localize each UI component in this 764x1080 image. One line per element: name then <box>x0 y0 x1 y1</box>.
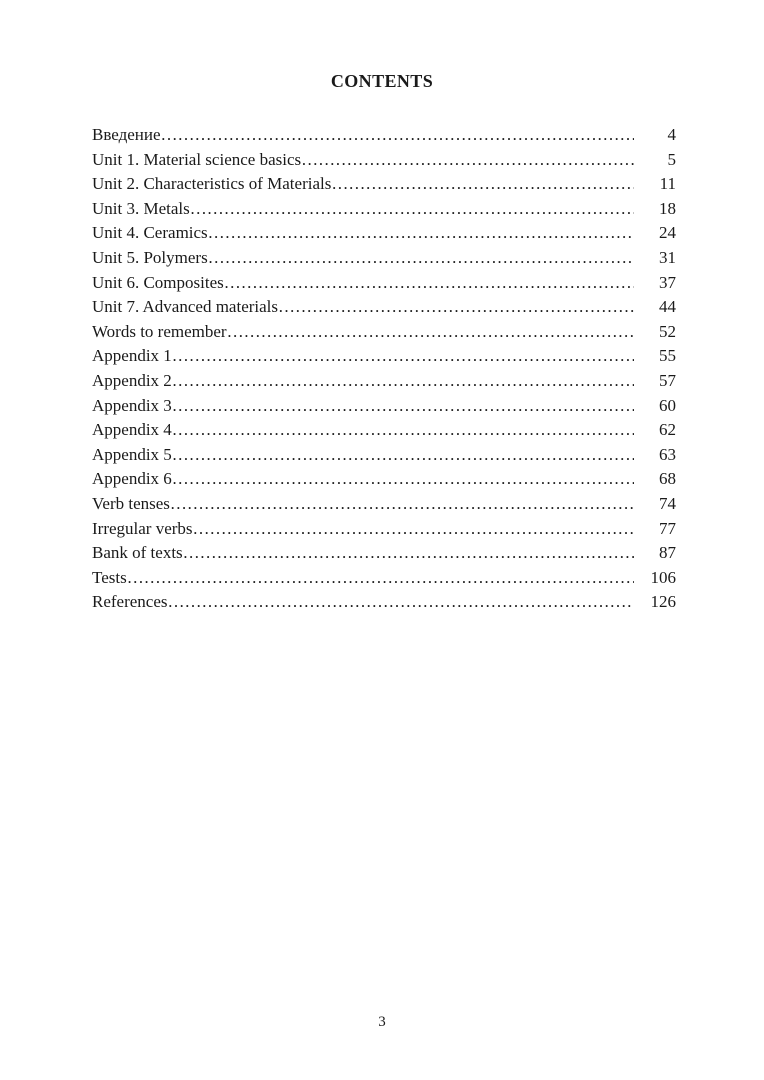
toc-row <box>92 369 676 394</box>
toc-row <box>92 492 676 517</box>
toc-entry-page: 126 <box>650 592 676 612</box>
toc-entry-title: Appendix 1 <box>92 346 172 366</box>
toc-row <box>92 295 676 320</box>
dot-leader <box>331 172 634 197</box>
toc-row <box>92 123 676 148</box>
toc-entry-title: Irregular verbs <box>92 518 193 538</box>
toc-entry-title: Unit 2. Characteristics of Materials <box>92 174 332 194</box>
toc-entry-title: Unit 5. Polymers <box>92 247 208 267</box>
toc-row <box>92 344 676 369</box>
dot-leader <box>168 590 634 615</box>
toc-row <box>92 418 676 443</box>
toc-entry-title: Verb tenses <box>92 493 170 513</box>
toc-entry-title: Unit 1. Material science basics <box>92 149 302 169</box>
toc-entry-page: 55 <box>659 346 676 366</box>
dot-leader <box>190 197 634 222</box>
dot-leader <box>172 369 634 394</box>
toc-row <box>92 566 676 591</box>
toc-entry-page: 44 <box>659 297 676 317</box>
toc-entry-page: 24 <box>659 223 676 243</box>
toc-entry-page: 74 <box>659 493 676 513</box>
toc-entry-page: 37 <box>659 272 676 292</box>
toc-row <box>92 517 676 542</box>
dot-leader <box>227 320 634 345</box>
toc-entry-title: Appendix 6 <box>92 469 172 489</box>
dot-leader <box>193 517 634 542</box>
dot-leader <box>208 246 634 271</box>
dot-leader <box>161 123 634 148</box>
dot-leader <box>172 418 634 443</box>
toc-entry-page: 31 <box>659 247 676 267</box>
toc-entry-title: Unit 4. Ceramics <box>92 223 208 243</box>
toc-row <box>92 246 676 271</box>
dot-leader <box>172 344 634 369</box>
dot-leader <box>301 148 634 173</box>
toc-entry-page: 57 <box>659 370 676 390</box>
toc-entry-title: Unit 6. Composites <box>92 272 224 292</box>
toc-row <box>92 221 676 246</box>
toc-entry-title: References <box>92 592 168 612</box>
toc-row <box>92 320 676 345</box>
toc-entry-page: 68 <box>659 469 676 489</box>
dot-leader <box>224 271 634 296</box>
toc-row <box>92 271 676 296</box>
toc-row <box>92 467 676 492</box>
toc-entry-page: 60 <box>659 395 676 415</box>
toc-entry-page: 87 <box>659 543 676 563</box>
toc-entry-title: Appendix 5 <box>92 444 172 464</box>
page-title: CONTENTS <box>330 71 434 91</box>
toc-entry-page: 18 <box>659 198 676 218</box>
toc-entry-page: 62 <box>659 420 676 440</box>
footer-page-number: 3 <box>378 1014 386 1030</box>
toc-entry-title: Bank of texts <box>92 543 183 563</box>
toc-row <box>92 541 676 566</box>
toc-entry-page: 11 <box>659 174 676 194</box>
dot-leader <box>127 566 634 591</box>
dot-leader <box>170 492 634 517</box>
toc-entry-page: 77 <box>659 518 676 538</box>
dot-leader <box>208 221 634 246</box>
toc-entry-title: Unit 7. Advanced materials <box>92 297 279 317</box>
toc-entry-page: 106 <box>650 567 676 587</box>
dot-leader <box>278 295 634 320</box>
toc-entry-title: Tests <box>92 567 127 587</box>
toc-row <box>92 443 676 468</box>
toc-entry-page: 4 <box>667 125 676 144</box>
toc-entry-title: Введение <box>92 125 161 144</box>
dot-leader <box>172 467 634 492</box>
toc-entry-title: Words to remember <box>92 321 227 341</box>
toc-entry-page: 5 <box>667 149 676 169</box>
toc-entry-title: Appendix 2 <box>92 370 172 390</box>
toc-row <box>92 148 676 173</box>
toc-entry-title: Appendix 4 <box>92 420 172 440</box>
toc-entry-page: 63 <box>659 444 676 464</box>
toc-entry-page: 52 <box>659 321 676 341</box>
toc-row <box>92 590 676 615</box>
toc-row <box>92 172 676 197</box>
dot-leader <box>172 394 634 419</box>
dot-leader <box>183 541 634 566</box>
toc-row <box>92 394 676 419</box>
toc-entry-title: Unit 3. Metals <box>92 198 190 218</box>
toc-row <box>92 197 676 222</box>
table-of-contents <box>92 123 676 615</box>
dot-leader <box>172 443 634 468</box>
toc-entry-title: Appendix 3 <box>92 395 172 415</box>
